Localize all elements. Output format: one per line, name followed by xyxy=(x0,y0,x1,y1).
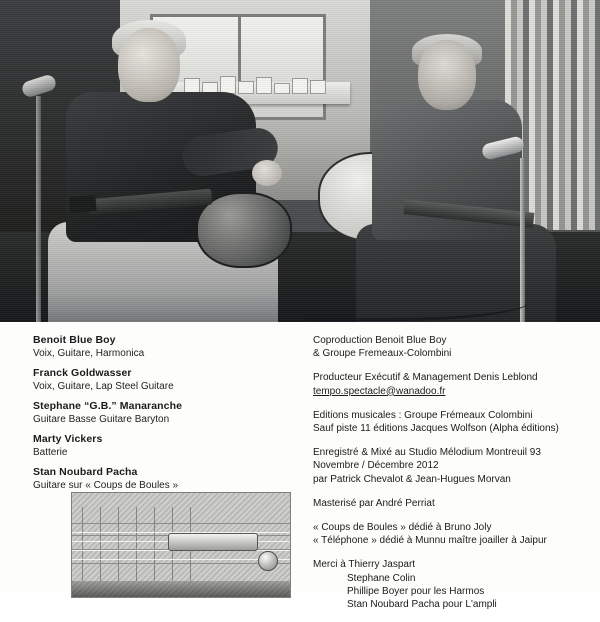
list-item xyxy=(33,367,303,393)
credit-block-editions xyxy=(313,409,593,435)
guitar-pickup-photo xyxy=(71,492,291,598)
list-item xyxy=(33,466,303,492)
photo-mic-stand-left xyxy=(36,96,41,322)
production-credits-column xyxy=(313,334,593,622)
credit-line: Stephane Colin xyxy=(347,572,416,584)
member-role: Batterie xyxy=(33,447,68,458)
credit-line: Masterisé par André Perriat xyxy=(313,497,435,509)
member-name: Stephane “G.B.” Manaranche xyxy=(33,400,183,412)
credit-block-thanks xyxy=(313,558,593,611)
member-name: Franck Goldwasser xyxy=(33,367,132,379)
member-role: Guitare sur « Coups de Boules » xyxy=(33,480,179,491)
member-name: Benoit Blue Boy xyxy=(33,334,116,346)
photo-musician-left-head xyxy=(118,28,180,102)
credit-block-mastering xyxy=(313,497,593,510)
credit-line: & Groupe Fremeaux-Colombini xyxy=(313,348,452,360)
credit-line: Stan Noubard Pacha pour L'ampli xyxy=(347,599,497,611)
list-item xyxy=(33,433,303,459)
credits-area xyxy=(0,322,600,611)
credit-line: « Coups de Boules » dédié à Bruno Joly xyxy=(313,522,492,534)
member-name: Stan Noubard Pacha xyxy=(33,466,138,478)
pickup-photo-pickup xyxy=(168,533,258,551)
producer-email-link[interactable]: tempo.spectacle@wanadoo.fr xyxy=(313,385,446,397)
pickup-photo-knob xyxy=(258,551,278,571)
pickup-photo-shadow xyxy=(72,581,290,597)
credit-line: par Patrick Chevalot & Jean-Hugues Morvan xyxy=(313,473,511,485)
photo-musician-right-head xyxy=(418,40,476,110)
member-name: Marty Vickers xyxy=(33,433,103,445)
photo-musician-left-hand xyxy=(252,160,282,186)
photo-guitar-left-headstock xyxy=(69,195,96,213)
credit-line: Sauf piste 11 éditions Jacques Wolfson (Alpha éditions) xyxy=(313,423,559,435)
member-role: Voix, Guitare, Harmonica xyxy=(33,348,145,359)
credit-line: « Téléphone » dédié à Munnu maître joailler à Jaipur xyxy=(313,535,547,547)
credit-block-dedications xyxy=(313,521,593,547)
credit-block-coproduction xyxy=(313,334,593,360)
credit-line: Novembre / Décembre 2012 xyxy=(313,460,439,472)
list-item xyxy=(33,334,303,360)
credit-block-producer xyxy=(313,371,593,397)
credit-line: Enregistré & Mixé au Studio Mélodium Montreuil 93 xyxy=(313,447,541,459)
credit-line: Editions musicales : Groupe Frémeaux Colombini xyxy=(313,409,533,421)
credit-block-recording xyxy=(313,446,593,486)
credit-line: Phillipe Boyer pour les Harmos xyxy=(347,585,485,597)
credit-line: Merci à Thierry Jaspart xyxy=(313,559,416,571)
list-item xyxy=(33,400,303,426)
credit-line: Producteur Exécutif & Management Denis Leblond xyxy=(313,372,538,384)
member-role: Voix, Guitare, Lap Steel Guitare xyxy=(33,381,174,392)
member-role: Guitare Basse Guitare Baryton xyxy=(33,414,170,425)
lineup-column xyxy=(33,334,303,499)
credit-line: Coproduction Benoit Blue Boy xyxy=(313,335,447,346)
